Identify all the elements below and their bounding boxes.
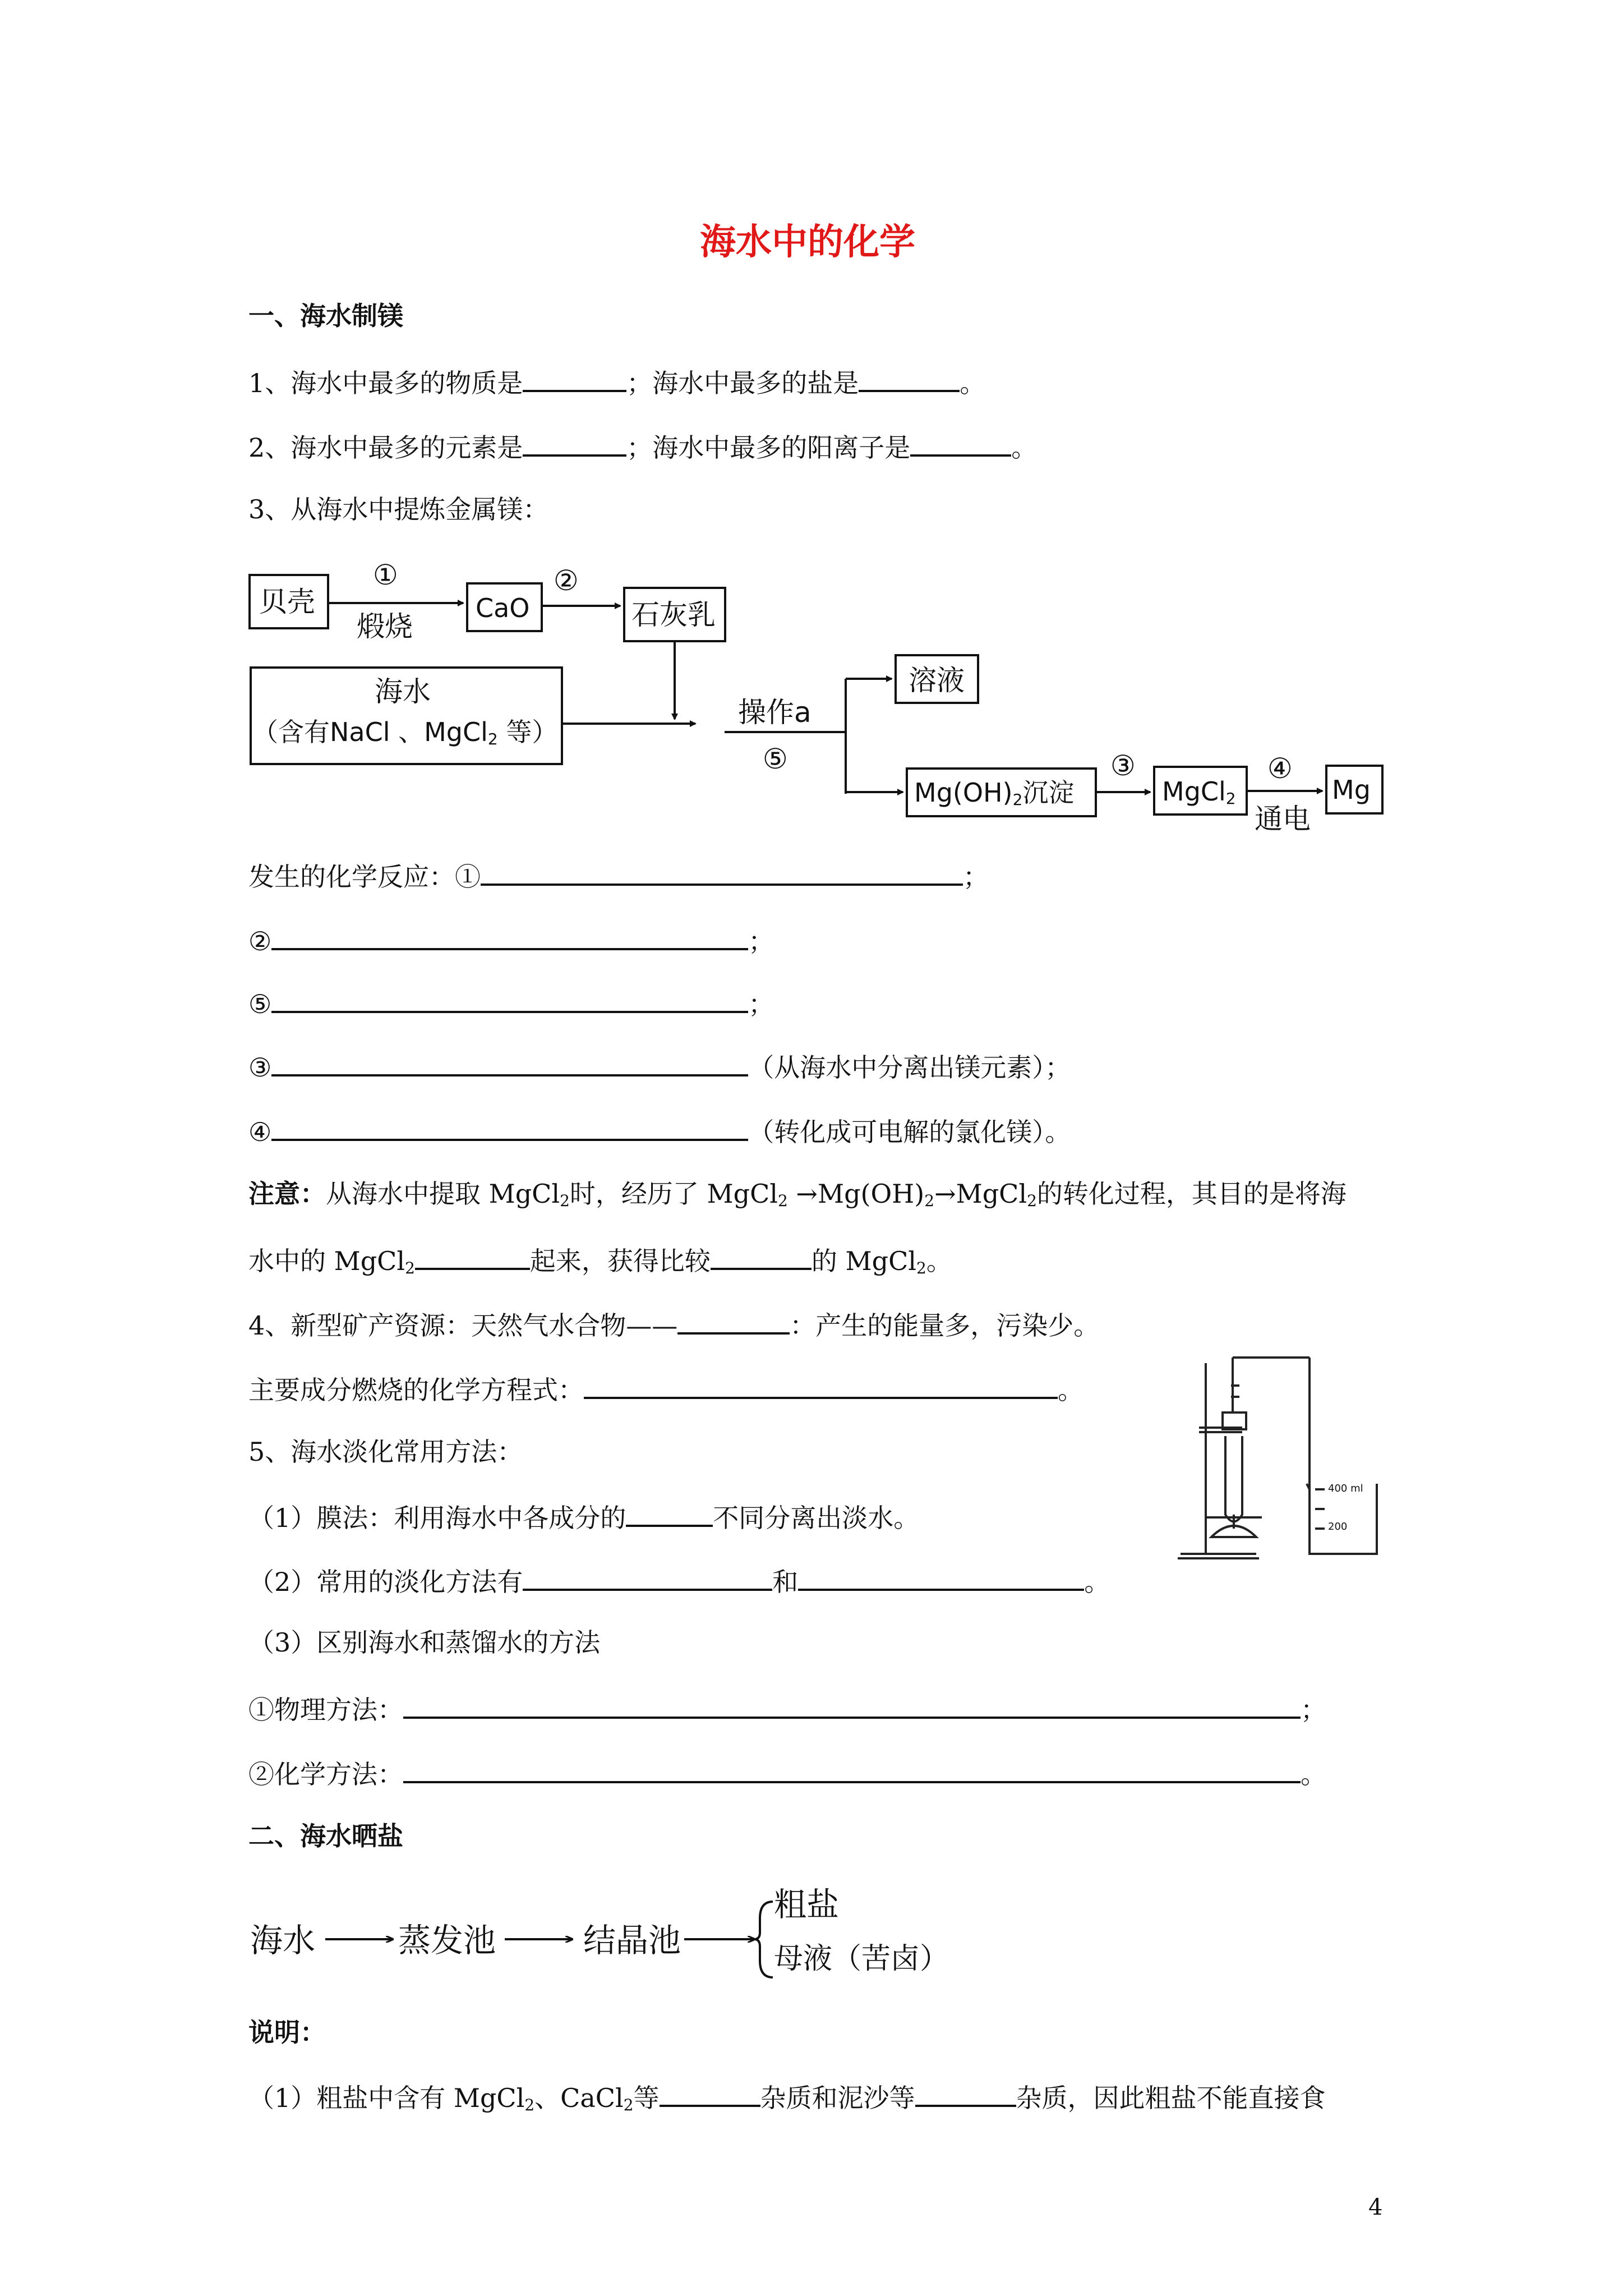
step-2-marker: ② [554, 564, 579, 597]
question-2: 2、海水中最多的元素是 ；海水中最多的阳离子是 。 [248, 432, 1038, 463]
reaction-3: ③ （从海水中分离出镁元素）； [248, 1052, 1071, 1083]
question-4: 4、新型矿产资源：天然气水合物—— ：产生的能量多，污染少。 [248, 1310, 1100, 1341]
step-3-marker: ③ [1110, 749, 1136, 782]
note-line-1: 注意：从海水中提取 MgCl$_2$时，经历了 MgCl$_2$ $\to Mg(OH)_2\to MgCl_2$的转化过程，其目的是将海 [248, 1179, 1347, 1210]
answer-blank[interactable] [915, 2082, 1016, 2107]
electrify-label: 通电 [1255, 803, 1311, 835]
beaker-mark-200: 200 [1328, 1521, 1348, 1533]
solution-label: 溶液 [909, 664, 965, 697]
evaporation-pond-node: 蒸发池 [398, 1921, 496, 1959]
question-5-2: （2）常用的淡化方法有 和 。 [248, 1567, 1110, 1597]
beaker-mark-400: 400 ml [1328, 1483, 1363, 1494]
reaction-4: ④ （转化成可电解的氯化镁）。 [248, 1117, 1071, 1147]
answer-blank[interactable] [660, 2082, 760, 2107]
question-4-equation: 主要成分燃烧的化学方程式： 。 [248, 1375, 1083, 1405]
calcine-label: 煅烧 [357, 610, 413, 643]
operation-a-label: 操作a [738, 696, 811, 729]
reaction-5: ⑤ ； [248, 989, 774, 1019]
step-5-marker: ⑤ [763, 743, 788, 775]
section-heading-salt: 二、海水晒盐 [248, 1821, 403, 1851]
question-5: 5、海水淡化常用方法： [248, 1437, 523, 1467]
seawater-note: （含有NaCl 、MgCl$_2$ 等） [252, 717, 558, 748]
chemical-method: ②化学方法： 。 [248, 1759, 1326, 1789]
reaction-2: ② ； [248, 926, 774, 956]
seawater-node: 海水 [250, 1921, 316, 1959]
explanation-1: （1）粗盐中含有 MgCl$_2$、CaCl$_2$等 杂质和泥沙等 杂质，因此粗盐不能直接食 [248, 2083, 1326, 2114]
explanation-label: 说明： [248, 2017, 326, 2047]
mg-label: Mg [1332, 775, 1371, 805]
physical-method: ①物理方法： ； [248, 1695, 1326, 1725]
page-title: 海水中的化学 [700, 221, 915, 263]
shell-label: 贝壳 [259, 586, 315, 618]
question-5-1: （1）膜法：利用海水中各成分的 不同分离出淡水。 [248, 1503, 920, 1533]
mother-liquor-node: 母液（苦卤） [774, 1942, 949, 1976]
crystallization-pond-node: 结晶池 [583, 1921, 681, 1959]
page-number: 4 [1368, 2194, 1383, 2220]
step-1-marker: ① [373, 559, 398, 591]
mgcl2-label: MgCl$_2$ [1162, 776, 1236, 808]
cao-label: CaO [476, 593, 530, 623]
step-4-marker: ④ [1267, 752, 1293, 785]
note-line-2: 水中的 MgCl$_2$ 起来，获得比较 的 MgCl$_2$。 [248, 1246, 952, 1277]
precipitate-label: $Mg(OH)_2$沉淀 [914, 777, 1075, 809]
crude-salt-node: 粗盐 [774, 1885, 840, 1924]
question-1: 1、海水中最多的物质是 ；海水中最多的盐是 。 [248, 368, 986, 398]
seawater-label: 海水 [375, 675, 431, 708]
section-heading-magnesium: 一、海水制镁 [248, 301, 403, 331]
question-3: 3、从海水中提炼金属镁： [248, 494, 549, 524]
lime-milk-label: 石灰乳 [631, 599, 716, 631]
reaction-1: 发生的化学反应：① ； [248, 862, 989, 892]
question-5-3: （3）区别海水和蒸馏水的方法 [248, 1627, 601, 1658]
